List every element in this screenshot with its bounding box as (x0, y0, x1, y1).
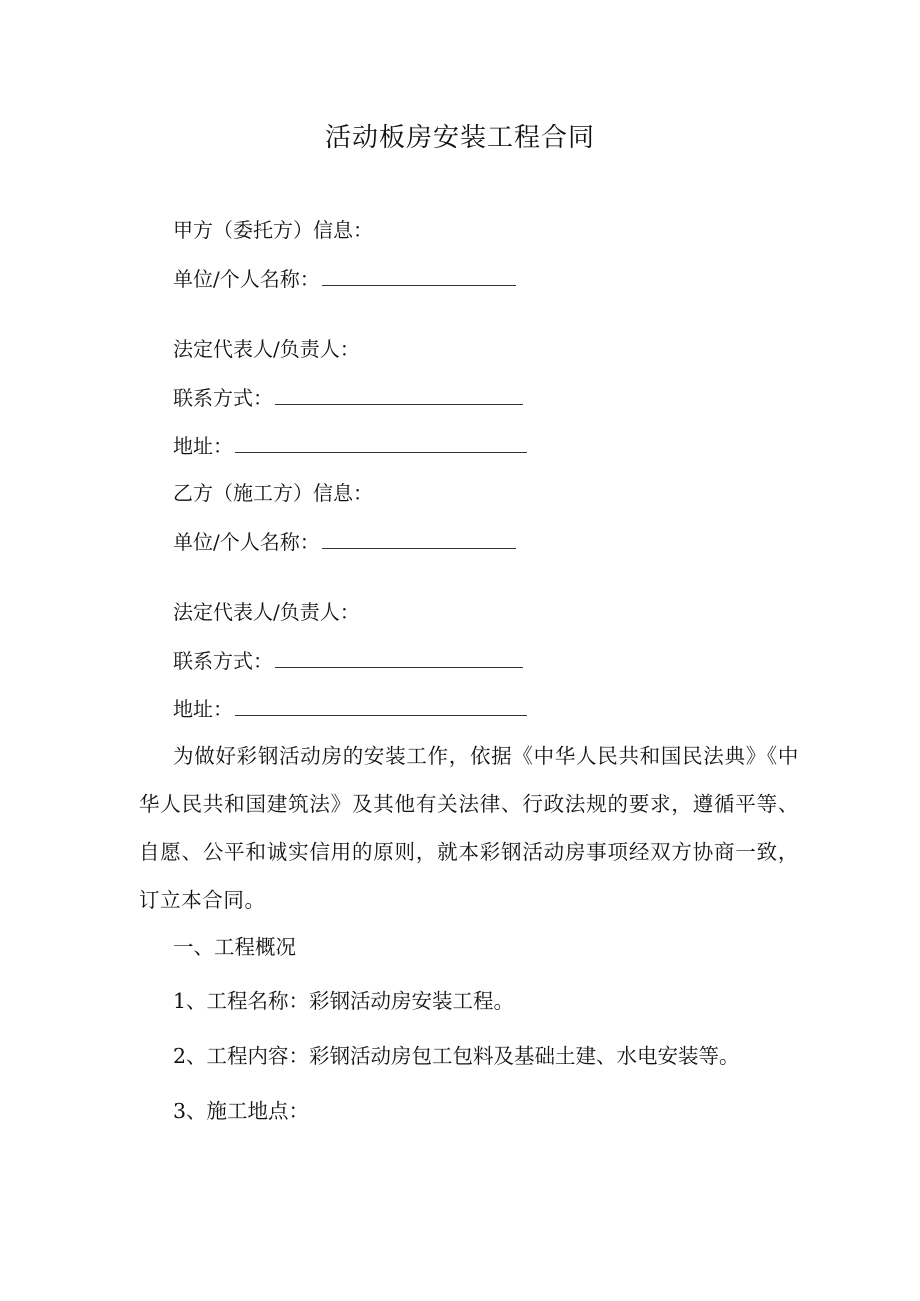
party-a-rep-label: 法定代表人/负责人： (173, 337, 360, 361)
section-1-item-1: 1、工程名称：彩钢活动房安装工程。 (173, 989, 515, 1013)
party-b-contact-row (173, 645, 523, 676)
section-1-item-2: 2、工程内容：彩钢活动房包工包料及基础土建、水电安装等。 (173, 1044, 740, 1068)
party-a-name-blank[interactable] (322, 263, 516, 286)
party-b-rep-row (173, 597, 360, 627)
preamble-paragraph: 为做好彩钢活动房的安装工作，依据《中华人民共和国民法典》《中华人民共和国建筑法》及其他有关法律、行政法规的要求，遵循平等、自愿、公平和诚实信用的原则，就本彩钢活动房事项经双方协商一致，订立本合同。 (139, 744, 799, 912)
party-b-contact-blank[interactable] (275, 645, 523, 668)
party-b-heading: 乙方（施工方）信息： (173, 481, 373, 505)
party-b-name-label: 单位/个人名称： (173, 530, 320, 554)
party-b-rep-label: 法定代表人/负责人： (173, 600, 360, 624)
party-a-name-row (173, 263, 516, 294)
party-a-address-label: 地址： (173, 434, 233, 458)
party-a-contact-blank[interactable] (275, 382, 523, 405)
party-b-address-label: 地址： (173, 697, 233, 721)
party-b-name-blank[interactable] (322, 526, 516, 549)
document-title: 活动板房安装工程合同 (324, 123, 595, 153)
party-a-rep-row (173, 334, 360, 364)
party-a-contact-row (173, 382, 523, 413)
party-b-contact-label: 联系方式： (173, 649, 273, 673)
party-a-name-label: 单位/个人名称： (173, 267, 320, 291)
party-b-name-row (173, 526, 516, 557)
party-a-address-blank[interactable] (235, 430, 527, 453)
party-a-address-row (173, 430, 527, 461)
party-a-contact-label: 联系方式： (173, 386, 273, 410)
section-1-item-3: 3、施工地点： (173, 1099, 310, 1123)
party-b-address-blank[interactable] (235, 693, 527, 716)
party-b-address-row (173, 693, 527, 724)
party-a-heading: 甲方（委托方）信息： (173, 218, 373, 242)
section-1-heading: 一、工程概况 (173, 935, 296, 959)
